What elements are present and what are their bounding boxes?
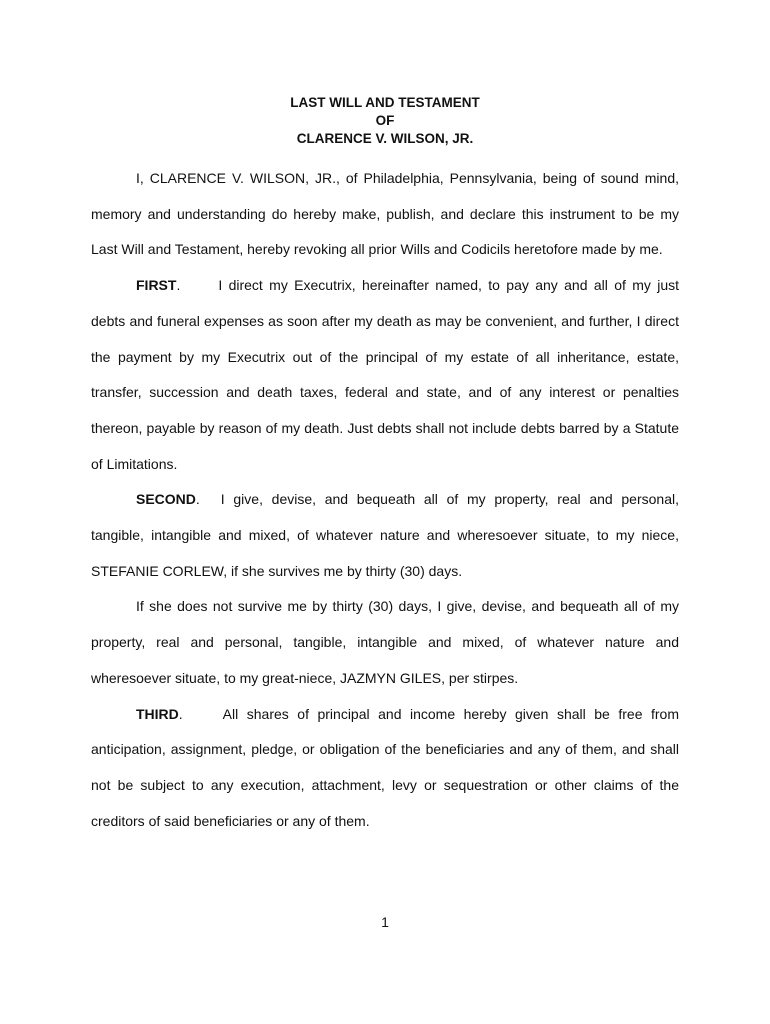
article-first-text: I direct my Executrix, hereinafter named, to pay any and all of my just debts and funeral expenses as soon after my death as may be convenient, and further, I direct the payment by my Executrix out of the principal of my estate of all inheritance, estate, transfer, succession and death taxes, federal and state, and of any interest or penalties thereon, payable by reason of my death. Just debts shall not include debts barred by a Statute of Limitations. bbox=[91, 277, 679, 472]
document-body bbox=[91, 161, 679, 839]
article-second-alternate-text: If she does not survive me by thirty (30) days, I give, devise, and bequeath all of my property, real and personal, tangible, intangible and mixed, of whatever nature and wheresoever situate, to my great-niece, JAZMYN GILES, per stirpes. bbox=[91, 598, 679, 686]
intro-paragraph bbox=[91, 161, 679, 268]
article-second-text: I give, devise, and bequeath all of my property, real and personal, tangible, intangible and mixed, of whatever nature and wheresoever situate, to my niece, STEFANIE CORLEW, if she survives me by thirty (30) days. bbox=[91, 491, 679, 579]
article-third-text: All shares of principal and income hereby given shall be free from anticipation, assignment, pledge, or obligation of the beneficiaries and any of them, and shall not be subject to any execution, attachment, levy or sequestration or other claims of the creditors of said beneficiaries or any of them. bbox=[91, 705, 679, 829]
intro-text: I, CLARENCE V. WILSON, JR., of Philadelphia, Pennsylvania, being of sound mind, memory and understanding do hereby make, publish, and declare this instrument to be my Last Will and Testament, hereby revoking all prior Wills and Codicils heretofore made by me. bbox=[91, 170, 679, 258]
article-second-punct: . bbox=[195, 491, 200, 508]
article-first-punct: . bbox=[176, 277, 181, 294]
page-number: 1 bbox=[381, 914, 389, 930]
title-line-2: OF bbox=[375, 113, 395, 128]
title-line-3: CLARENCE V. WILSON, JR. bbox=[296, 131, 474, 146]
article-second bbox=[91, 482, 679, 589]
document-title bbox=[0, 94, 770, 148]
article-second-alternate bbox=[91, 589, 679, 696]
article-third bbox=[91, 697, 679, 840]
article-third-heading: THIRD bbox=[136, 705, 179, 722]
article-second-heading: SECOND bbox=[136, 491, 196, 508]
article-first-heading: FIRST bbox=[136, 277, 177, 294]
article-first bbox=[91, 268, 679, 482]
article-third-punct: . bbox=[178, 705, 183, 722]
title-line-1: LAST WILL AND TESTAMENT bbox=[290, 95, 480, 110]
